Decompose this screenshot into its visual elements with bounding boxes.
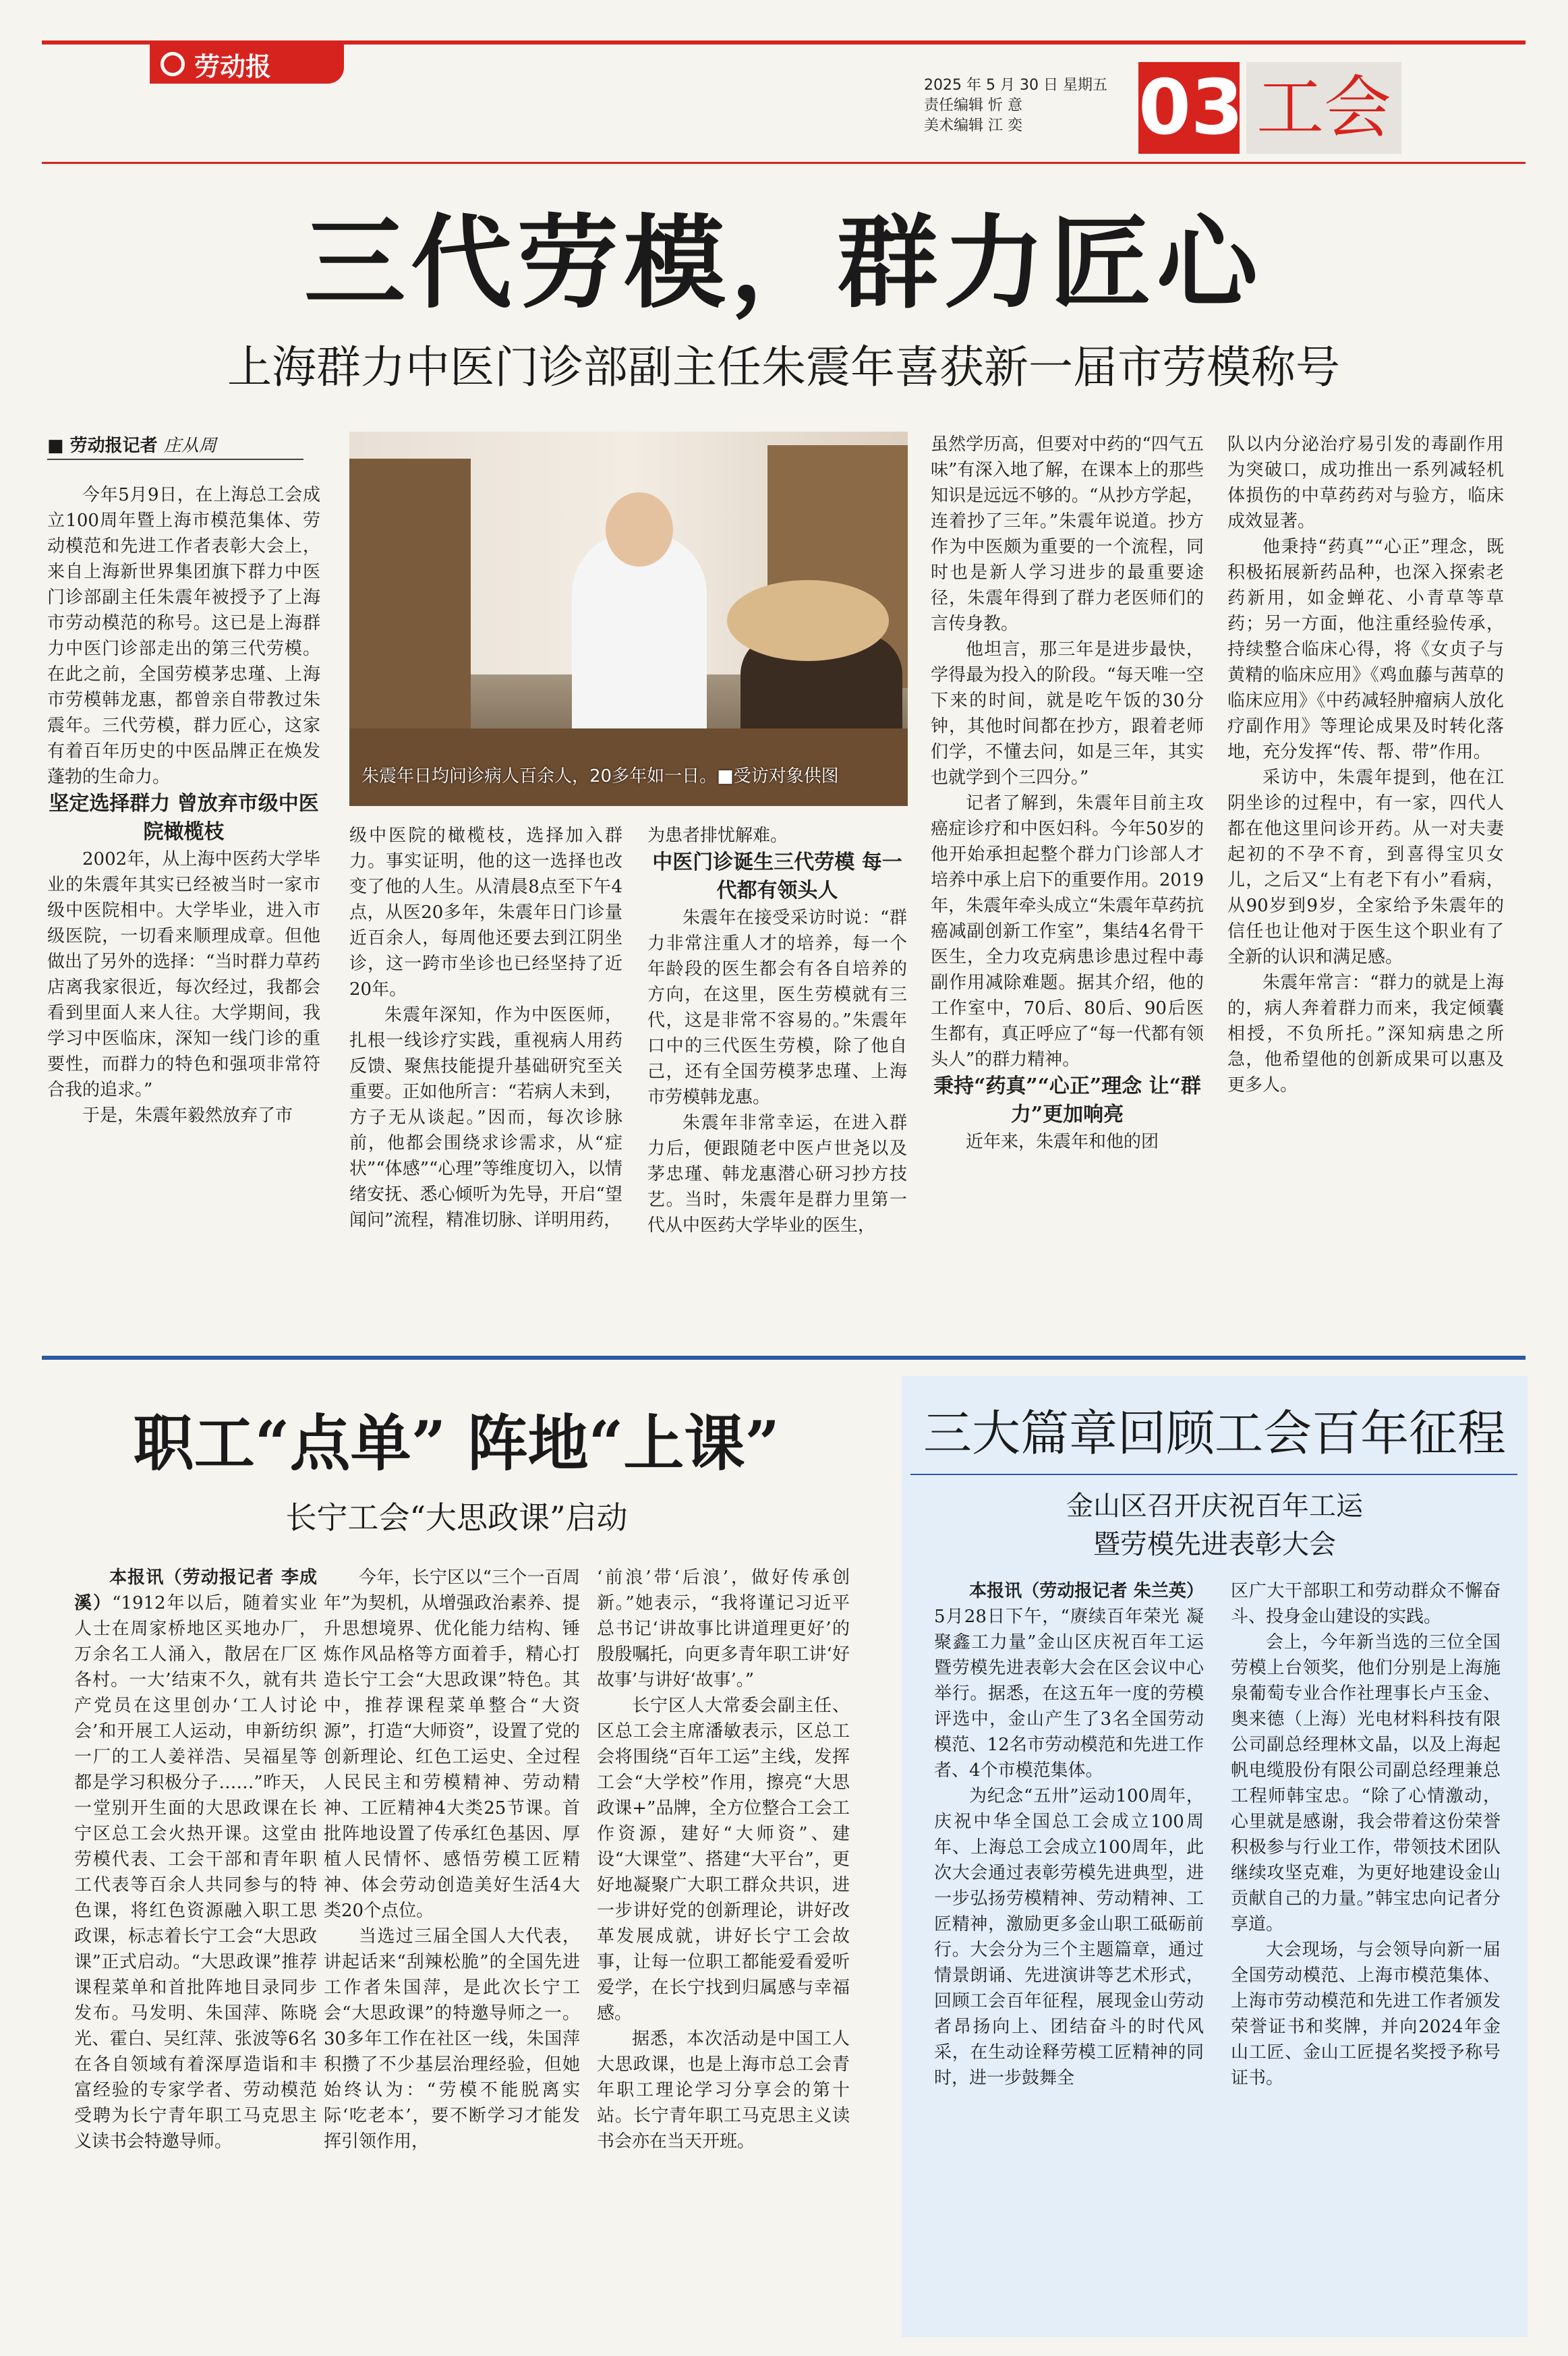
story1-column-4	[931, 432, 1204, 1342]
paragraph: 当选过三届全国人大代表，讲起话来“刮辣松脆”的全国先进工作者朱国萍，是此次长宁工会“大思政课”的特邀导师之一。30多年工作在社区一线，朱国萍积攒了不少基层治理经验，但她始终认为：“劳模不能脱离实际‘吃老本’，要不断学习才能发挥引领作用，	[324, 1926, 580, 2152]
paragraph: 今年5月9日，在上海总工会成立100周年暨上海市模范集体、劳动模范和先进工作者表彰大会上，来自上海新世界集团旗下群力中医门诊部副主任朱震年被授予了上海市劳动模范的称号。这已是上海群力中医门诊部走出的第三代劳模。在此之前，全国劳模茅忠瑾、上海市劳模韩龙惠，都曾亲自带教过朱震年。三代劳模，群力匠心，这家有着百年历史的中医品牌正在焕发蓬勃的生命力。	[47, 485, 320, 787]
story1-headline: 三代劳模，群力匠心	[303, 204, 1263, 322]
paragraph: 为纪念“五卅”运动100周年，庆祝中华全国总工会成立100周年、上海总工会成立100周年，此次大会通过表彰劳模先进典型，进一步弘扬劳模精神、劳动精神、工匠精神，激励更多金山职工砥砺前行。大会分为三个主题篇章，通过情景朗诵、先进演讲等艺术形式，回顾工会百年征程，展现金山劳动者昂扬向上、团结奋斗的时代风采，在生动诠释劳模工匠精神的同时，进一步鼓舞全	[934, 1786, 1204, 2088]
paragraph: 区广大干部职工和劳动群众不懈奋斗、投身金山建设的实践。	[1231, 1581, 1501, 1627]
story2-column-1	[74, 1565, 317, 2340]
story1-subheadline: 上海群力中医门诊部副主任朱震年喜获新一届市劳模称号	[227, 341, 1340, 393]
story3-headline: 三大篇章回顾工会百年征程	[923, 1405, 1506, 1462]
story3-lead-label: 本报讯（劳动报记者 朱兰英）	[969, 1581, 1204, 1601]
story3-lead-text: 5月28日下午，“赓续百年荣光 凝聚鑫工力量”金山区庆祝百年工运暨劳模先进表彰大会在区会议中心举行。据悉，在这五年一度的劳模评选中，金山产生了3名全国劳动模范、12名市劳动模范和先进工作者、4个市模范集体。	[934, 1607, 1204, 1781]
photo-caption: 朱震年日均问诊病人百余人，20多年如一日。■受访对象供图	[361, 766, 839, 786]
logo-icon	[161, 52, 185, 76]
byline-label: ■ 劳动报记者	[47, 436, 158, 456]
section-label: 工会	[1246, 62, 1401, 154]
story3-column-1	[934, 1578, 1204, 2320]
story2-lead-label: 本报讯（劳动报记者 李成溪）	[74, 1568, 317, 1613]
page-number: 03	[1138, 62, 1240, 154]
paragraph: ‘前浪’带‘后浪’，做好传承创新。”她表示，“我将谨记习近平总书记‘讲故事比讲道理更好’的殷殷嘱托，向更多青年职工讲‘好故事’与讲好‘故事’。”	[597, 1568, 850, 1690]
paragraph	[74, 1565, 317, 2154]
edition-meta	[924, 76, 1133, 136]
responsible-editor: 责任编辑 忻 意	[924, 97, 1022, 114]
photo-patient-hat	[727, 580, 889, 661]
story1-subtitle-1: 坚定选择群力 曾放弃市级中医院橄榄枝	[49, 792, 319, 844]
story1-subtitle-2: 中医门诊诞生三代劳模 每一代都有领头人	[652, 851, 902, 902]
paragraph: 他坦言，那三年是进步最快，学得最为投入的阶段。“每天唯一空下来的时间，就是吃午饭的30分钟，其他时间都在抄方，跟着老师们学，不懂去问，如是三年，其实也就学到个三四分。”	[931, 639, 1204, 788]
paragraph: 虽然学历高，但要对中药的“四气五味”有深入地了解，在课本上的那些知识是远远不够的。“从抄方学起，连着抄了三年。”朱震年说道。抄方作为中医颇为重要的一个流程，同时也是新人学习进步的最重要途径，朱震年得到了群力老医师们的言传身教。	[931, 434, 1204, 634]
story2-column-2	[324, 1565, 580, 2340]
paragraph: 朱震年深知，作为中医医师，扎根一线诊疗实践，重视病人用药反馈、聚焦技能提升基础研究至关重要。正如他所言：“若病人未到，方子无从谈起。”因而，每次诊脉前，他都会围绕求诊需求，从“症状”“体感”“心理”等维度切入，以情绪安抚、悉心倾听为先导，开启“望闻问”流程，精准切脉、详明用药，	[349, 1005, 622, 1230]
masthead-rule	[42, 162, 1526, 164]
story3-rule	[910, 1474, 1517, 1475]
photo-doctor-head	[606, 492, 673, 567]
paragraph: 大会现场，与会领导向新一届全国劳动模范、上海市模范集体、上海市劳动模范和先进工作者颁发荣誉证书和奖牌，并向2024年金山工匠、金山工匠提名奖授予称号证书。	[1231, 1940, 1501, 2088]
story3-subheadline-1: 金山区召开庆祝百年工运	[1066, 1491, 1363, 1522]
paragraph: 近年来，朱震年和他的团	[966, 1132, 1159, 1152]
paragraph: 今年，长宁区以“三个一百周年”为契机，从增强政治素养、提升思想境界、优化能力结构、锤炼作风品格等方面着手，精心打造长宁工会“大思政课”特色。其中，推荐课程菜单整合“大资源”，打造“大师资”，设置了党的创新理论、红色工运史、全过程人民民主和劳模精神、劳动精神、工匠精神4大类25节课。首批阵地设置了传承红色基因、厚植人民情怀、感悟劳模工匠精神、体会劳动创造美好生活4大类20个点位。	[324, 1568, 580, 1921]
paragraph: 据悉，本次活动是中国工人大思政课，也是上海市总工会青年职工理论学习分享会的第十站。长宁青年职工马克思主义读书会亦在当天开班。	[597, 2029, 850, 2152]
paragraph: 为患者排忧解难。	[647, 826, 788, 846]
paragraph: 朱震年常言：“群力的就是上海的，病人奔着群力而来，我定倾囊相授，不负所托。”深知病患之所急，他希望他的创新成果可以惠及更多人。	[1227, 973, 1504, 1095]
story2-subheadline: 长宁工会“大思政课”启动	[285, 1499, 628, 1536]
masthead-logo	[150, 45, 344, 84]
story1-column-2	[349, 823, 622, 1342]
art-editor: 美术编辑 江 奕	[924, 117, 1022, 134]
paper-name: 劳动报	[194, 51, 272, 82]
story1-photo	[349, 432, 908, 806]
byline-rule	[47, 459, 303, 460]
story3-column-2	[1231, 1578, 1501, 2320]
paragraph: 队以内分泌治疗易引发的毒副作用为突破口，成功推出一系列减轻机体损伤的中草药药对与验方，临床成效显著。	[1227, 434, 1504, 531]
story1-column-3	[647, 823, 907, 1342]
paragraph: 会上，今年新当选的三位全国劳模上台领奖，他们分别是上海施泉葡萄专业合作社理事长卢玉金、奥来德（上海）光电材料科技有限公司副总经理林文晶，以及上海起帆电缆股份有限公司副总经理兼总工程师韩宝忠。“除了心情激动，心里就是感谢，我会带着这份荣誉积极参与行业工作，带领技术团队继续攻坚克难，为更好地建设金山贡献自己的力量。”韩宝忠向记者分享道。	[1231, 1632, 1501, 1934]
story2-headline: 职工“点单” 阵地“上课”	[133, 1408, 780, 1479]
paragraph: 于是，朱震年毅然放弃了市	[82, 1105, 293, 1126]
paragraph: 朱震年非常幸运，在进入群力后，便跟随老中医卢世尧以及茅忠瑾、韩龙惠潜心研习抄方技艺。当时，朱震年是群力里第一代从中医药大学毕业的医生，	[647, 1113, 907, 1236]
story1-column-1	[47, 482, 320, 1346]
story1-byline	[47, 432, 216, 457]
byline-name: 庄从周	[163, 436, 216, 456]
section-divider	[42, 1356, 1526, 1360]
paragraph: 长宁区人大常委会副主任、区总工会主席潘敏表示，区总工会将围绕“百年工运”主线，发挥工会“大学校”作用，擦亮“大思政课+”品牌，全方位整合工会工作资源，建好“大师资”、建设“大课堂”、搭建“大平台”，更好地凝聚广大职工群众共识，进一步讲好党的创新理论，讲好改革发展成就，讲好长宁工会故事，让每一位职工都能爱看爱听爱学，在长宁找到归属感与幸福感。	[597, 1696, 850, 2023]
paragraph: 他秉持“药真”“心正”理念，既积极拓展新药品种，也深入探索老药新用，如金蝉花、小青草等草药；另一方面，他注重经验传承，持续整合临床心得，将《女贞子与黄精的临床应用》《鸡血藤与茜草的临床应用》《中药减轻肿瘤病人放化疗副作用》等理论成果及时转化落地，充分发挥“传、帮、带”作用。	[1227, 537, 1504, 762]
story2-lead-text: “1912年以后，随着实业人士在周家桥地区买地办厂，万余名工人涌入，散居在厂区各村。一大’结束不久，就有共产党员在这里创办‘工人讨论会’和开展工人运动，申新纺织一厂的工人姜祥浩、吴福星等都是学习积极分子……”昨天，一堂别开生面的大思政课在长宁区总工会火热开课。这堂由劳模代表、工会干部和青年职工代表等百余人共同参与的特色课，将红色资源融入职工思政课，标志着长宁工会“大思政课”正式启动。“大思政课”推荐课程菜单和首批阵地目录同步发布。马发明、朱国萍、陈晓光、霍白、吴红萍、张波等6名在各自领域有着深厚造诣和丰富经验的专家学者、劳动模范受聘为长宁青年职工马克思主义读书会特邀导师。	[74, 1593, 317, 2152]
paragraph: 级中医院的橄榄枝，选择加入群力。事实证明，他的这一选择也改变了他的人生。从清晨8点至下午4点，从医20多年，朱震年日门诊量近百余人，每周他还要去到江阴坐诊，这一跨市坐诊也已经坚持了近20年。	[349, 826, 622, 1000]
paragraph: 朱震年在接受采访时说：“群力非常注重人才的培养，每一个年龄段的医生都会有各自培养的方向，在这里，医生劳模就有三代，这是非常不容易的。”朱震年口中的三代医生劳模，除了他自己，还有全国劳模茅忠瑾、上海市劳模韩龙惠。	[647, 908, 907, 1108]
story2-column-3	[597, 1565, 850, 2340]
story3-subheadline-2: 暨劳模先进表彰大会	[1093, 1529, 1336, 1560]
story1-subtitle-3: 秉持“药真”“心正”理念 让“群力”更加响亮	[933, 1074, 1201, 1126]
photo-shelf	[349, 459, 471, 742]
issue-date: 2025 年 5 月 30 日 星期五	[924, 77, 1107, 94]
paragraph	[934, 1578, 1204, 1783]
paragraph: 2002年，从上海中医药大学毕业的朱震年其实已经被当时一家市级中医院相中。大学毕业，进入市级医院，一切看来顺理成章。但他做出了另外的选择：“当时群力草药店离我家很近，每次经过，我都会看到里面人来人往。大学期间，我学习中医临床，深知一线门诊的重要性，而群力的特色和强项非常符合我的追求。”	[47, 849, 320, 1100]
paragraph: 记者了解到，朱震年目前主攻癌症诊疗和中医妇科。今年50岁的他开始承担起整个群力门诊部人才培养中承上启下的重要作用。2019年，朱震年牵头成立“朱震年草药抗癌减副创新工作室”，集结4名骨干医生，全力攻克病患诊患过程中毒副作用减除难题。据其介绍，他的工作室中，70后、80后、90后医生都有，真正呼应了“每一代都有领头人”的群力精神。	[931, 793, 1204, 1070]
story1-column-5	[1227, 432, 1504, 1342]
paragraph: 采访中，朱震年提到，他在江阴坐诊的过程中，有一家，四代人都在他这里问诊开药。从一对夫妻起初的不孕不育，到喜得宝贝女儿，之后又“上有老下有小”看病，从90岁到9岁，全家给予朱震年的信任也让他对于医生这个职业有了全新的认识和满足感。	[1227, 768, 1504, 967]
